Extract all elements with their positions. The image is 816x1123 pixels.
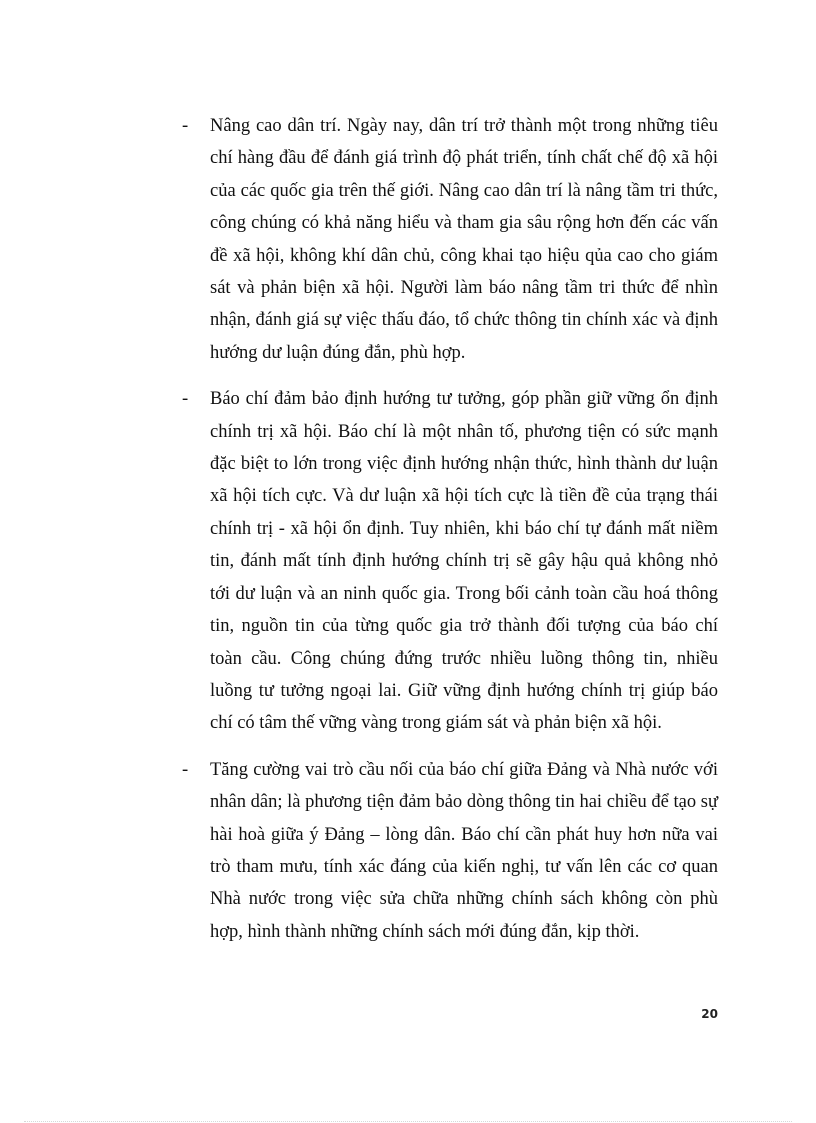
bullet-paragraph: Nâng cao dân trí. Ngày nay, dân trí trở thành một trong những tiêu chí hàng đầu để đánh giá trình độ phát triển, tính chất chế độ xã hội của các quốc gia trên thế giới. Nâng cao dân trí là nâng tầm tri thức, công chúng có khả năng hiểu và tham gia sâu rộng hơn đến các vấn đề xã hội, không khí dân chủ, công khai tạo hiệu qủa cao cho giám sát và phản biện xã hội. Người làm báo nâng tầm tri thức để nhìn nhận, đánh giá sự việc thấu đáo, tổ chức thông tin chính xác và định hướng dư luận đúng đắn, phù hợp.	[210, 116, 718, 363]
bullet-marker: -	[182, 759, 189, 780]
bullet-paragraph: Tăng cường vai trò cầu nối của báo chí giữa Đảng và Nhà nước với nhân dân; là phương tiện đảm bảo dòng thông tin hai chiều để tạo sự hài hoà giữa ý Đảng – lòng dân. Báo chí cần phát huy hơn nữa vai trò tham mưu, tính xác đáng của kiến nghị, tư vấn lên các cơ quan Nhà nước trong việc sửa chữa những chính sách không còn phù hợp, hình thành những chính sách mới đúng đắn, kịp thời.	[210, 759, 718, 942]
body-text	[182, 110, 718, 948]
bullet-item-ideology	[182, 383, 718, 739]
bullet-marker: -	[182, 389, 189, 410]
page-bottom-divider	[24, 1121, 792, 1122]
bullet-marker: -	[182, 116, 189, 136]
bullet-item-knowledge	[182, 110, 718, 369]
bullet-paragraph: Báo chí đảm bảo định hướng tư tưởng, góp phần giữ vững ổn định chính trị xã hội. Báo chí là một nhân tố, phương tiện có sức mạnh đặc biệt to lớn trong việc định hướng nhận thức, hình thành dư luận xã hội tích cực. Và dư luận xã hội tích cực là tiền đề của trạng thái chính trị - xã hội ổn định. Tuy nhiên, khi báo chí tự đánh mất niềm tin, đánh mất tính định hướng chính trị sẽ gây hậu quả không nhỏ tới dư luận và an ninh quốc gia. Trong bối cảnh toàn cầu hoá thông tin, nguồn tin của từng quốc gia trở thành đối tượng của báo chí toàn cầu. Công chúng đứng trước nhiều luồng thông tin, nhiều luồng tư tưởng ngoại lai. Giữ vững định hướng chính trị giúp báo chí có tâm thế vững vàng trong giám sát và phản biện xã hội.	[210, 389, 718, 734]
page-number: 20	[701, 1007, 718, 1021]
bullet-item-bridge	[182, 754, 718, 948]
